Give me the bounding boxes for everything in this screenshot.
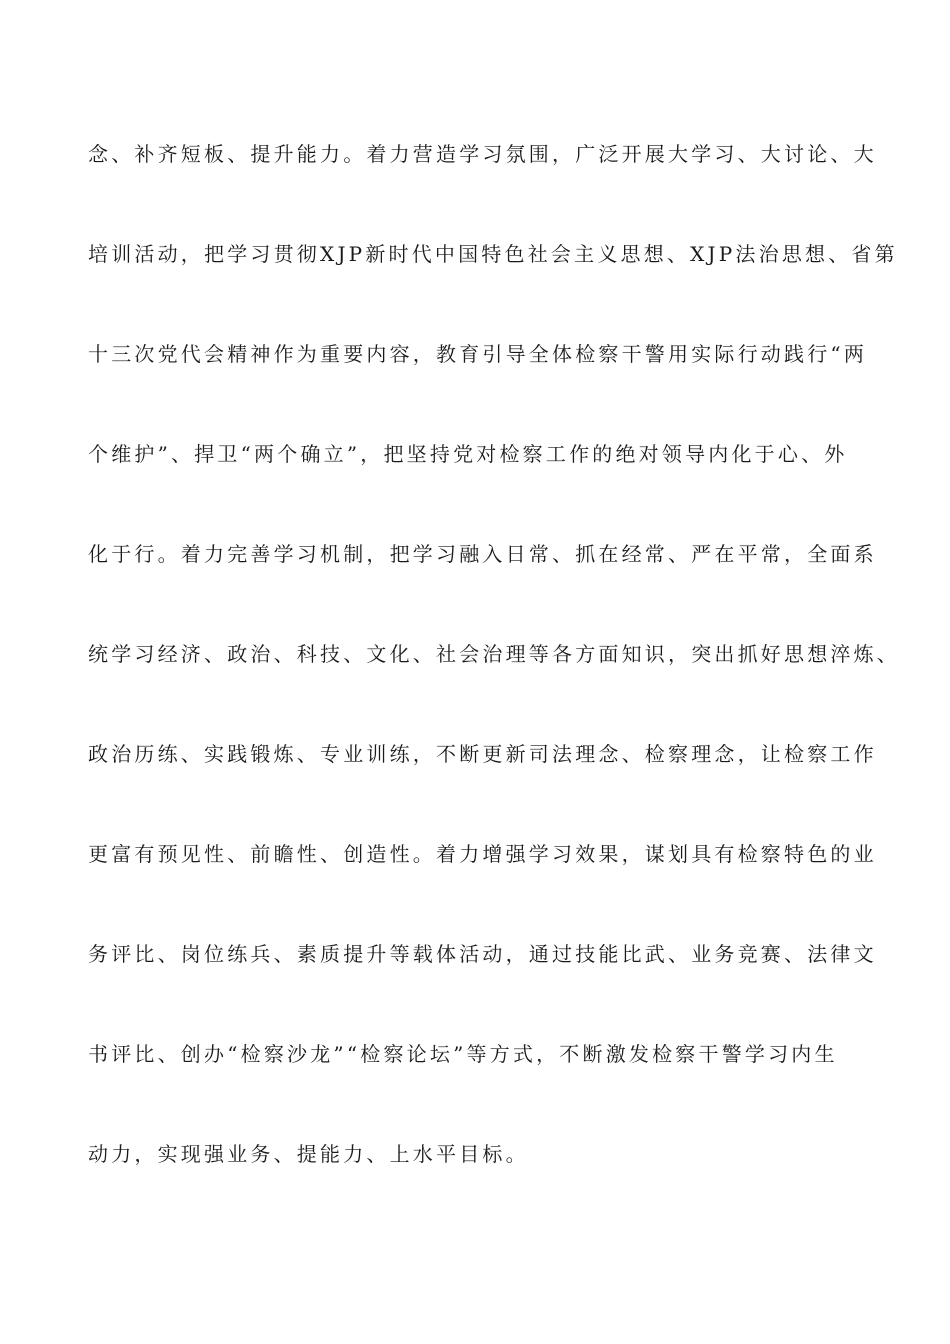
paragraph-line-10: 书评比、创办“检察沙龙”“检察论坛”等方式，不断激发检察干警学习内生 — [88, 1042, 838, 1066]
paragraph-line-1: 念、补齐短板、提升能力。着力营造学习氛围，广泛开展大学习、大讨论、大 — [88, 142, 877, 166]
paragraph-line-9: 务评比、岗位练兵、素质提升等载体活动，通过技能比武、业务竞赛、法律文 — [88, 942, 877, 966]
paragraph-line-5: 化于行。着力完善学习机制，把学习融入日常、抓在经常、严在平常，全面系 — [88, 542, 877, 566]
paragraph-line-8: 更富有预见性、前瞻性、创造性。着力增强学习效果，谋划具有检察特色的业 — [88, 842, 877, 866]
paragraph-line-3: 十三次党代会精神作为重要内容，教育引导全体检察干警用实际行动践行“两 — [88, 342, 868, 366]
paragraph-line-6: 统学习经济、政治、科技、文化、社会治理等各方面知识，突出抓好思想淬炼、 — [88, 642, 900, 666]
paragraph-line-2: 培训活动，把学习贯彻XJP新时代中国特色社会主义思想、XJP法治思想、省第 — [88, 242, 898, 266]
paragraph-line-7: 政治历练、实践锻炼、专业训练，不断更新司法理念、检察理念，让检察工作 — [88, 742, 877, 766]
paragraph-line-4: 个维护”、捍卫“两个确立”，把坚持党对检察工作的绝对领导内化于心、外 — [88, 442, 848, 466]
paragraph-line-11: 动力，实现强业务、提能力、上水平目标。 — [88, 1142, 529, 1166]
